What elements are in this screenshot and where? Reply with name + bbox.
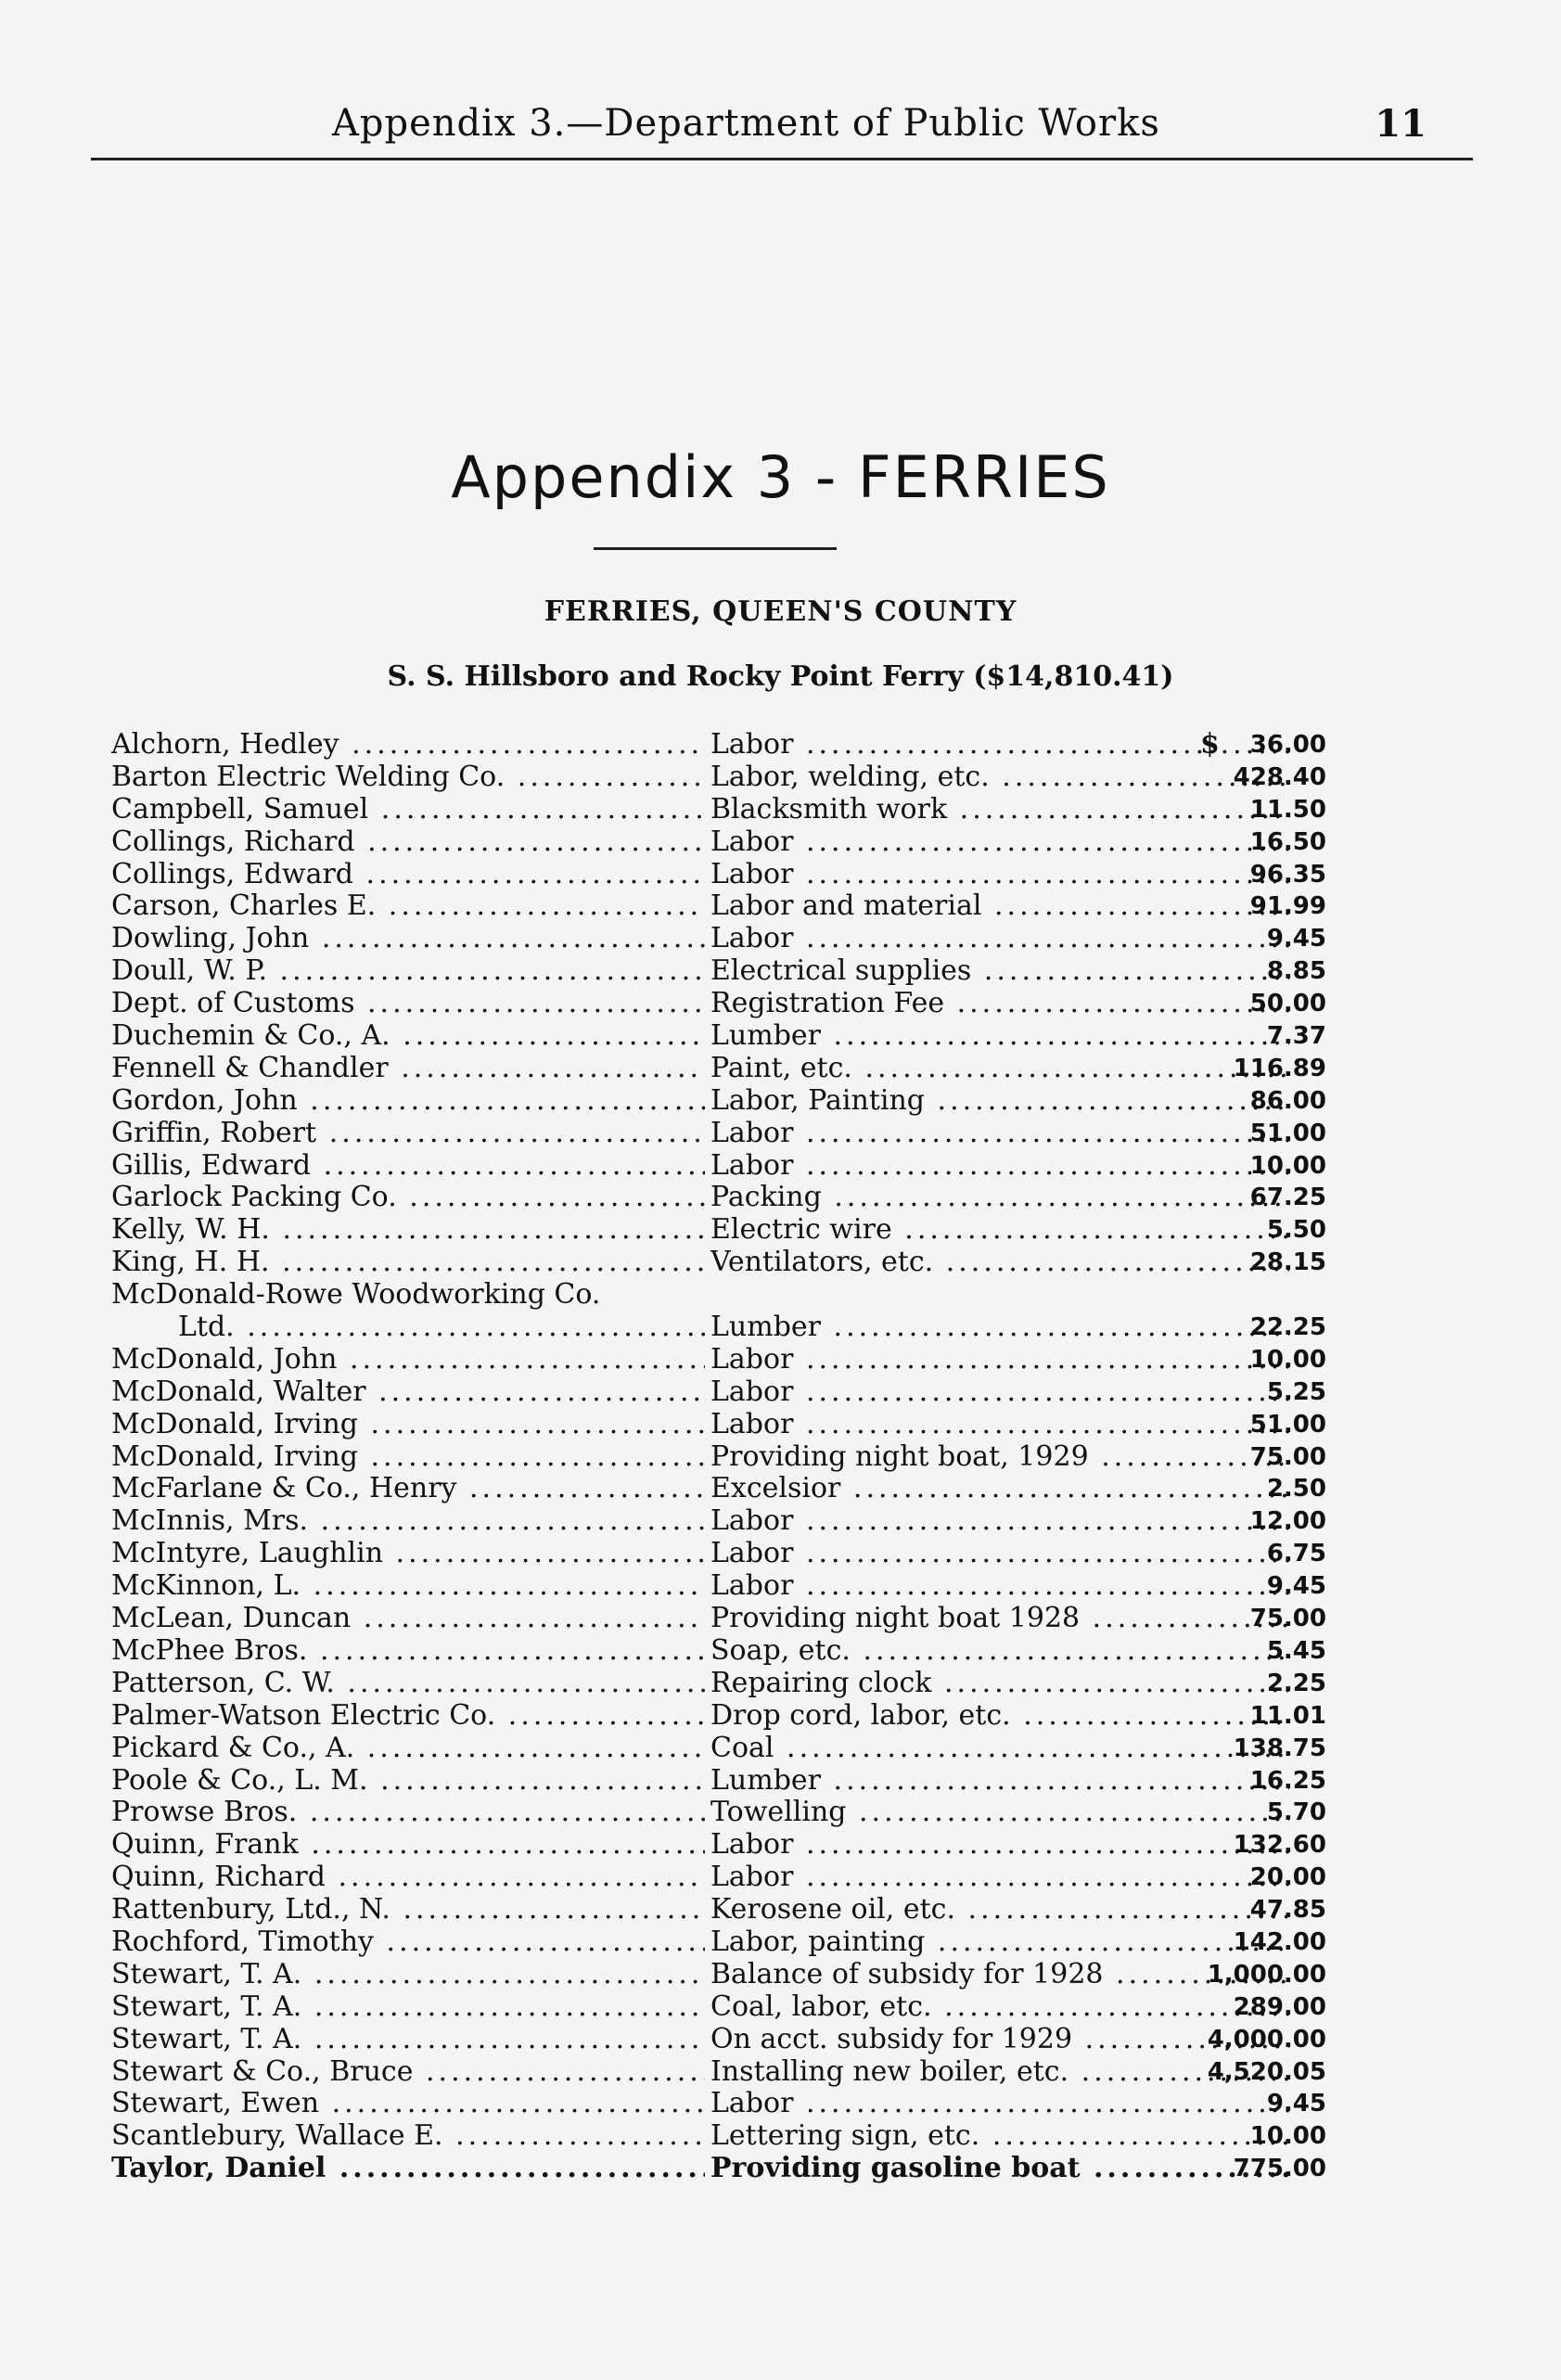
expense-amount: 5.70 — [1266, 1798, 1326, 1827]
expense-description: Balance of subsidy for 1928 ..... — [710, 1959, 1289, 1991]
ledger-row — [111, 1538, 1326, 1570]
expense-amount: 9.45 — [1266, 1572, 1326, 1601]
expense-amount: 67.25 — [1249, 1184, 1326, 1212]
expense-description: Soap, etc. ..... — [710, 1635, 1289, 1668]
title-divider — [594, 547, 837, 550]
expense-amount: 5.50 — [1266, 1216, 1326, 1245]
payee-name: Doull, W. P. ..... — [111, 955, 705, 988]
expense-description: Labor ..... — [710, 1829, 1289, 1862]
payee-name: Gillis, Edward ..... — [111, 1150, 705, 1183]
expense-amount: 51.00 — [1249, 1119, 1326, 1147]
expense-description: Repairing clock ..... — [710, 1668, 1289, 1700]
payee-name: Gordon, John ..... — [111, 1085, 705, 1118]
payee-name: McFarlane & Co., Henry ..... — [111, 1473, 705, 1505]
ledger-row — [111, 923, 1326, 955]
payee-name: Barton Electric Welding Co. ..... — [111, 761, 705, 794]
expense-amount: 10.00 — [1249, 1345, 1326, 1374]
expense-description: Blacksmith work ..... — [710, 794, 1289, 826]
ledger-row — [111, 1570, 1326, 1603]
expense-amount: 10.00 — [1249, 1151, 1326, 1180]
expense-amount: 8.85 — [1266, 957, 1326, 986]
payee-name: McDonald, Walter ..... — [111, 1376, 705, 1409]
ledger-row — [111, 890, 1326, 923]
expense-amount: 86.00 — [1249, 1086, 1326, 1115]
payee-name: Taylor, Daniel ..... — [111, 2153, 705, 2185]
payee-name: McDonald, Irving ..... — [111, 1409, 705, 1441]
expense-amount: 75.00 — [1249, 1442, 1326, 1471]
ledger-row — [111, 761, 1326, 794]
payee-name: Fennell & Chandler ..... — [111, 1053, 705, 1085]
payee-name: McKinnon, L. ..... — [111, 1570, 705, 1603]
payee-name: McInnis, Mrs. ..... — [111, 1505, 705, 1538]
ledger-row — [111, 1505, 1326, 1538]
expense-description: Providing gasoline boat ..... — [710, 2153, 1289, 2185]
ledger-row — [111, 2056, 1326, 2089]
expense-amount: 9.45 — [1266, 2090, 1326, 2118]
expense-description: Labor, welding, etc. ..... — [710, 761, 1289, 794]
expense-description: On acct. subsidy for 1929 ..... — [710, 2024, 1289, 2056]
expense-description: Labor ..... — [710, 1118, 1289, 1150]
payee-name: Palmer-Watson Electric Co. ..... — [111, 1700, 705, 1733]
ledger-row — [111, 1797, 1326, 1829]
expense-description: Kerosene oil, etc. ..... — [710, 1894, 1289, 1926]
payee-name: McDonald-Rowe Woodworking Co. — [111, 1279, 601, 1312]
payee-name: Scantlebury, Wallace E. ..... — [111, 2120, 705, 2153]
expense-description: Towelling ..... — [710, 1797, 1289, 1829]
ledger-row — [111, 1959, 1326, 1991]
payee-name: Ltd. ..... — [178, 1312, 705, 1344]
expense-amount: 22.25 — [1249, 1313, 1326, 1342]
ledger-row — [111, 1894, 1326, 1926]
payee-name: Quinn, Frank ..... — [111, 1829, 705, 1862]
expense-amount: 51.00 — [1249, 1410, 1326, 1439]
ledger-row — [111, 1344, 1326, 1376]
payee-name: Stewart, T. A. ..... — [111, 1991, 705, 2024]
expense-amount: 142.00 — [1233, 1927, 1326, 1956]
expense-amount: 1,000.00 — [1207, 1960, 1326, 1989]
ledger-row — [111, 1733, 1326, 1765]
expense-description: Labor ..... — [710, 1538, 1289, 1570]
expense-amount: 775.00 — [1233, 2155, 1326, 2183]
ledger-row — [111, 1862, 1326, 1894]
expense-amount: 75.00 — [1249, 1605, 1326, 1633]
payee-name: Prowse Bros. ..... — [111, 1797, 705, 1829]
expense-description: Labor ..... — [710, 729, 1289, 761]
expense-amount: 289.00 — [1233, 1992, 1326, 2021]
ledger-row — [111, 1118, 1326, 1150]
payee-name: Griffin, Robert ..... — [111, 1118, 705, 1150]
ledger-row — [111, 1829, 1326, 1862]
ledger-row — [111, 1441, 1326, 1474]
expense-description: Ventilators, etc. ..... — [710, 1247, 1289, 1279]
expense-description: Labor ..... — [710, 1150, 1289, 1183]
expense-description: Labor ..... — [710, 1376, 1289, 1409]
expense-description: Labor ..... — [710, 1505, 1289, 1538]
expense-description: Excelsior ..... — [710, 1473, 1289, 1505]
ledger-row — [111, 1214, 1326, 1247]
expense-description: Labor ..... — [710, 1409, 1289, 1441]
payee-name: Carson, Charles E. ..... — [111, 890, 705, 923]
ledger-row — [111, 1182, 1326, 1214]
payee-name: Quinn, Richard ..... — [111, 1862, 705, 1894]
payee-name: Rochford, Timothy ..... — [111, 1926, 705, 1959]
expense-description: Drop cord, labor, etc. ..... — [710, 1700, 1289, 1733]
expense-description: Registration Fee ..... — [710, 988, 1289, 1020]
subsection-title: S. S. Hillsboro and Rocky Point Ferry ($14,810.41) — [387, 660, 1174, 693]
ledger-row — [111, 1926, 1326, 1959]
page-number: 11 — [1375, 102, 1427, 146]
ledger-row — [111, 1635, 1326, 1668]
ledger-row — [111, 1473, 1326, 1505]
expense-description: Installing new boiler, etc. ..... — [710, 2056, 1289, 2089]
payee-name: Alchorn, Hedley ..... — [111, 729, 705, 761]
currency-symbol: $ — [1200, 728, 1220, 761]
payee-name: King, H. H. ..... — [111, 1247, 705, 1279]
payee-name: McDonald, John ..... — [111, 1344, 705, 1376]
expense-amount: 28.15 — [1249, 1248, 1326, 1277]
expense-amount: 428.40 — [1233, 762, 1326, 791]
payee-name: Dept. of Customs ..... — [111, 988, 705, 1020]
payee-name: McLean, Duncan ..... — [111, 1603, 705, 1635]
payee-name: Collings, Edward ..... — [111, 859, 705, 891]
expense-amount: 4,520.05 — [1207, 2057, 1326, 2086]
payee-name: Poole & Co., L. M. ..... — [111, 1765, 705, 1798]
expense-description: Labor ..... — [710, 826, 1289, 859]
expense-amount: 47.85 — [1249, 1896, 1326, 1925]
payee-name: Campbell, Samuel ..... — [111, 794, 705, 826]
payee-name: Pickard & Co., A. ..... — [111, 1733, 705, 1765]
expense-description: Electric wire ..... — [710, 1214, 1289, 1247]
expense-amount: 20.00 — [1249, 1863, 1326, 1892]
ledger-row — [111, 1991, 1326, 2024]
ledger-row — [111, 2024, 1326, 2056]
ledger-row — [111, 794, 1326, 826]
payee-name: Duchemin & Co., A. ..... — [111, 1020, 705, 1053]
payee-name: McIntyre, Laughlin ..... — [111, 1538, 705, 1570]
expense-amount: 96.35 — [1249, 860, 1326, 889]
ledger-row — [111, 988, 1326, 1020]
expense-amount: 138.75 — [1233, 1734, 1326, 1762]
expense-description: Lumber ..... — [710, 1020, 1289, 1053]
ledger-row — [111, 1409, 1326, 1441]
expenditure-ledger — [111, 729, 1326, 2185]
ledger-row — [111, 1020, 1326, 1053]
expense-description: Labor, painting ..... — [710, 1926, 1289, 1959]
payee-name: Kelly, W. H. ..... — [111, 1214, 705, 1247]
ledger-row — [111, 1376, 1326, 1409]
expense-description: Packing ..... — [710, 1182, 1289, 1214]
expense-description: Labor and material ..... — [710, 890, 1289, 923]
ledger-row — [111, 1668, 1326, 1700]
running-header — [91, 93, 1473, 160]
payee-name: McDonald, Irving ..... — [111, 1441, 705, 1474]
expense-amount: 5.45 — [1266, 1636, 1326, 1665]
expense-description: Labor ..... — [710, 923, 1289, 955]
ledger-row — [111, 1247, 1326, 1279]
expense-description: Electrical supplies ..... — [710, 955, 1289, 988]
expense-amount: 5.25 — [1266, 1377, 1326, 1406]
expense-amount: 4,000.00 — [1207, 2025, 1326, 2054]
payee-name: Patterson, C. W. ..... — [111, 1668, 705, 1700]
expense-description: Lettering sign, etc. ..... — [710, 2120, 1289, 2153]
expense-amount: 2.25 — [1266, 1669, 1326, 1697]
expense-amount: 9.45 — [1266, 925, 1326, 953]
expense-description: Labor ..... — [710, 1862, 1289, 1894]
payee-name: Stewart, T. A. ..... — [111, 2024, 705, 2056]
expense-amount: 50.00 — [1249, 990, 1326, 1018]
payee-name: Dowling, John ..... — [111, 923, 705, 955]
ledger-row — [111, 729, 1326, 761]
expense-amount: 2.50 — [1266, 1475, 1326, 1503]
expense-description: Lumber ..... — [710, 1312, 1289, 1344]
expense-description: Coal ..... — [710, 1733, 1289, 1765]
appendix-title: Appendix 3 - FERRIES — [451, 443, 1110, 511]
expense-amount: 91.99 — [1249, 892, 1326, 921]
expense-description: Paint, etc. ..... — [710, 1053, 1289, 1085]
payee-name: Stewart, Ewen ..... — [111, 2088, 705, 2120]
expense-amount: 12.00 — [1249, 1507, 1326, 1536]
running-header-title: Appendix 3.—Department of Public Works — [332, 102, 1160, 145]
payee-name: Stewart & Co., Bruce ..... — [111, 2056, 705, 2089]
expense-amount: 11.01 — [1249, 1701, 1326, 1730]
ledger-row — [111, 826, 1326, 859]
expense-amount: 16.25 — [1249, 1766, 1326, 1795]
expense-description: Labor ..... — [710, 2088, 1289, 2120]
expense-description: Providing night boat, 1929 ..... — [710, 1441, 1289, 1474]
expense-amount: 116.89 — [1233, 1054, 1326, 1082]
ledger-row — [111, 1765, 1326, 1798]
expense-amount: 6.75 — [1266, 1540, 1326, 1568]
expense-amount: 7.37 — [1266, 1022, 1326, 1051]
expense-amount: 36.00 — [1249, 731, 1326, 759]
ledger-row — [111, 1085, 1326, 1118]
expense-amount: 132.60 — [1233, 1831, 1326, 1860]
expense-amount: 16.50 — [1249, 827, 1326, 856]
payee-name: Stewart, T. A. ..... — [111, 1959, 705, 1991]
expense-amount: 11.50 — [1249, 795, 1326, 824]
expense-description: Labor ..... — [710, 859, 1289, 891]
ledger-row — [111, 859, 1326, 891]
expense-description: Labor ..... — [710, 1570, 1289, 1603]
ledger-row — [111, 1603, 1326, 1635]
ledger-row — [111, 955, 1326, 988]
expense-amount: 10.00 — [1249, 2122, 1326, 2151]
payee-name: McPhee Bros. ..... — [111, 1635, 705, 1668]
ledger-row — [111, 1150, 1326, 1183]
expense-description: Labor ..... — [710, 1344, 1289, 1376]
ledger-row — [111, 1700, 1326, 1733]
ledger-row — [111, 1279, 1326, 1312]
expense-description: Coal, labor, etc. ..... — [710, 1991, 1289, 2024]
payee-name: Garlock Packing Co. ..... — [111, 1182, 705, 1214]
ledger-row — [111, 1053, 1326, 1085]
ledger-row — [111, 2120, 1326, 2153]
payee-name: Collings, Richard ..... — [111, 826, 705, 859]
expense-description: Providing night boat 1928 ..... — [710, 1603, 1289, 1635]
ledger-row — [111, 1312, 1326, 1344]
expense-description: Labor, Painting ..... — [710, 1085, 1289, 1118]
section-title: FERRIES, QUEEN'S COUNTY — [544, 595, 1017, 628]
ledger-row — [111, 2153, 1326, 2185]
ledger-row — [111, 2088, 1326, 2120]
payee-name: Rattenbury, Ltd., N. ..... — [111, 1894, 705, 1926]
expense-description: Lumber ..... — [710, 1765, 1289, 1798]
